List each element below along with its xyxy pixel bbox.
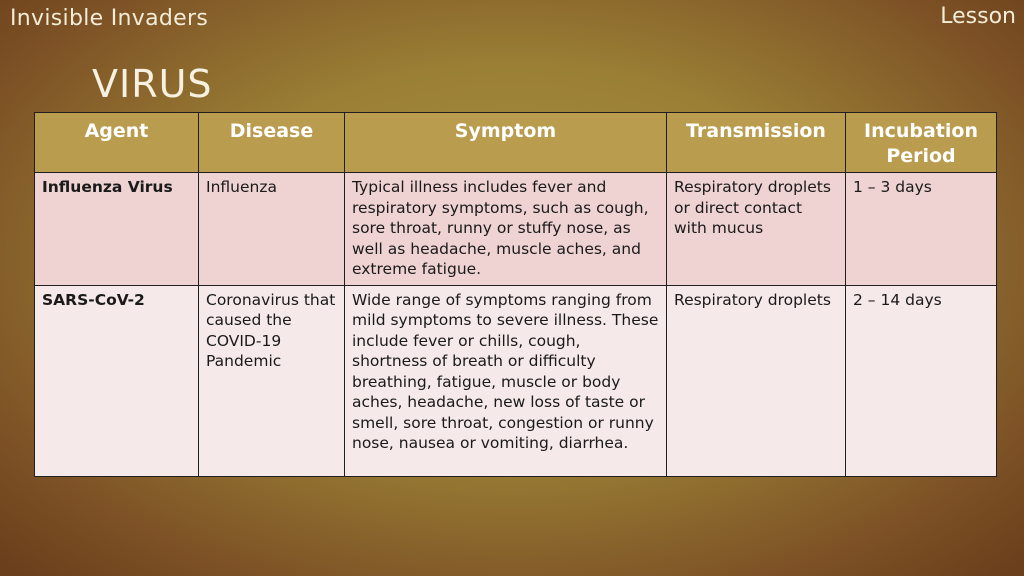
agent-cell: Influenza Virus xyxy=(35,173,199,286)
column-header-agent: Agent xyxy=(35,113,199,173)
slide-heading: VIRUS xyxy=(92,62,213,106)
disease-cell: Coronavirus that caused the COVID-19 Pandemic xyxy=(199,285,345,476)
symptom-cell: Typical illness includes fever and respiratory symptoms, such as cough, sore throat, runny or stuffy nose, as well as headache, muscle aches, and extreme fatigue. xyxy=(345,173,667,286)
table-header-row xyxy=(35,113,997,173)
virus-table xyxy=(34,112,997,477)
column-header-incubation-period: Incubation Period xyxy=(846,113,997,173)
incubation-cell: 1 – 3 days xyxy=(846,173,997,286)
deck-title: Invisible Invaders xyxy=(10,6,209,31)
column-header-transmission: Transmission xyxy=(667,113,846,173)
agent-cell: SARS-CoV-2 xyxy=(35,285,199,476)
column-header-symptom: Symptom xyxy=(345,113,667,173)
incubation-cell: 2 – 14 days xyxy=(846,285,997,476)
lesson-label: Lesson xyxy=(940,4,1016,29)
transmission-cell: Respiratory droplets or direct contact with mucus xyxy=(667,173,846,286)
symptom-cell: Wide range of symptoms ranging from mild symptoms to severe illness. These include fever or chills, cough, shortness of breath or difficulty breathing, fatigue, muscle or body aches, headache, new loss of taste or smell, sore throat, congestion or runny nose, nausea or vomiting, diarrhea. xyxy=(345,285,667,476)
column-header-disease: Disease xyxy=(199,113,345,173)
disease-cell: Influenza xyxy=(199,173,345,286)
table-row xyxy=(35,285,997,476)
transmission-cell: Respiratory droplets xyxy=(667,285,846,476)
table-row xyxy=(35,173,997,286)
